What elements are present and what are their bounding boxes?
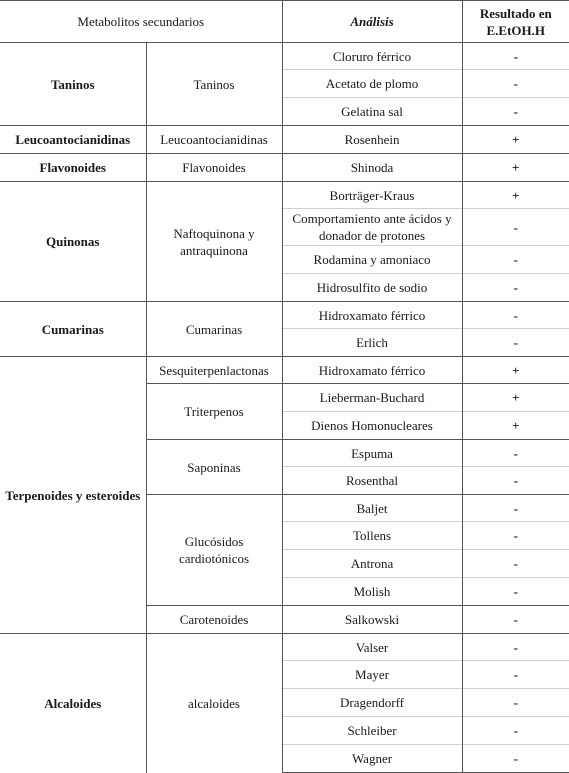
sub-taninos: Taninos — [146, 43, 282, 126]
result-cell: - — [462, 43, 569, 70]
result-cell: - — [462, 209, 569, 246]
table-row — [0, 302, 569, 329]
test-cell: Lieberman-Buchard — [282, 384, 462, 412]
result-cell: - — [462, 689, 569, 717]
test-cell: Tollens — [282, 522, 462, 550]
sub-triterpenos: Triterpenos — [146, 384, 282, 440]
sub-leucoantocianidinas: Leucoantocianidinas — [146, 126, 282, 154]
result-cell: - — [462, 550, 569, 578]
result-cell: - — [462, 329, 569, 357]
result-cell: + — [462, 154, 569, 182]
test-cell: Wagner — [282, 745, 462, 773]
sub-quinonas: Naftoquinona y antraquinona — [146, 182, 282, 302]
sub-alcaloides: alcaloides — [146, 634, 282, 773]
result-cell: - — [462, 745, 569, 773]
test-cell: Salkowski — [282, 606, 462, 634]
header-resultado: Resultado en E.EtOH.H — [462, 1, 569, 43]
result-cell: - — [462, 98, 569, 126]
result-cell: - — [462, 522, 569, 550]
class-alcaloides: Alcaloides — [0, 634, 146, 773]
class-quinonas: Quinonas — [0, 182, 146, 302]
sub-sesquiterpenlactonas: Sesquiterpenlactonas — [146, 357, 282, 384]
test-cell: Rosenhein — [282, 126, 462, 154]
test-cell: Hidroxamato férrico — [282, 357, 462, 384]
sub-carotenoides: Carotenoides — [146, 606, 282, 634]
result-cell: - — [462, 495, 569, 522]
test-cell: Comportamiento ante ácidos y donador de protones — [282, 209, 462, 246]
result-cell: - — [462, 246, 569, 274]
header-metabolitos: Metabolitos secundarios — [0, 1, 282, 43]
table-row — [0, 43, 569, 70]
table-row — [0, 182, 569, 209]
test-cell: Gelatina sal — [282, 98, 462, 126]
test-cell: Borträger-Kraus — [282, 182, 462, 209]
sub-flavonoides: Flavonoides — [146, 154, 282, 182]
test-cell: Hidrosulfito de sodio — [282, 274, 462, 302]
class-taninos: Taninos — [0, 43, 146, 126]
result-cell: - — [462, 717, 569, 745]
test-cell: Baljet — [282, 495, 462, 522]
class-terpenoides: Terpenoides y esteroides — [0, 357, 146, 634]
sub-saponinas: Saponinas — [146, 440, 282, 495]
test-cell: Dragendorff — [282, 689, 462, 717]
header-row — [0, 1, 569, 43]
result-cell: - — [462, 578, 569, 606]
table-row — [0, 634, 569, 661]
test-cell: Rodamina y amoniaco — [282, 246, 462, 274]
test-cell: Mayer — [282, 661, 462, 689]
table-row — [0, 154, 569, 182]
table-row — [0, 126, 569, 154]
test-cell: Shinoda — [282, 154, 462, 182]
result-cell: + — [462, 384, 569, 412]
result-cell: - — [462, 302, 569, 329]
class-flavonoides: Flavonoides — [0, 154, 146, 182]
test-cell: Dienos Homonucleares — [282, 412, 462, 440]
result-cell: - — [462, 606, 569, 634]
result-cell: + — [462, 182, 569, 209]
test-cell: Hidroxamato férrico — [282, 302, 462, 329]
result-cell: - — [462, 634, 569, 661]
result-cell: - — [462, 70, 569, 98]
result-cell: - — [462, 661, 569, 689]
result-cell: + — [462, 412, 569, 440]
result-cell: - — [462, 274, 569, 302]
class-cumarinas: Cumarinas — [0, 302, 146, 357]
result-cell: + — [462, 357, 569, 384]
class-leucoantocianidinas: Leucoantocianidinas — [0, 126, 146, 154]
test-cell: Erlich — [282, 329, 462, 357]
result-cell: - — [462, 440, 569, 467]
result-cell: + — [462, 126, 569, 154]
test-cell: Valser — [282, 634, 462, 661]
test-cell: Acetato de plomo — [282, 70, 462, 98]
test-cell: Schleiber — [282, 717, 462, 745]
test-cell: Rosenthal — [282, 467, 462, 495]
test-cell: Molish — [282, 578, 462, 606]
sub-glucosidos: Glucósidos cardiotónicos — [146, 495, 282, 606]
test-cell: Antrona — [282, 550, 462, 578]
sub-cumarinas: Cumarinas — [146, 302, 282, 357]
table-row — [0, 357, 569, 384]
header-analisis: Análisis — [282, 1, 462, 43]
result-cell: - — [462, 467, 569, 495]
test-cell: Espuma — [282, 440, 462, 467]
test-cell: Cloruro férrico — [282, 43, 462, 70]
